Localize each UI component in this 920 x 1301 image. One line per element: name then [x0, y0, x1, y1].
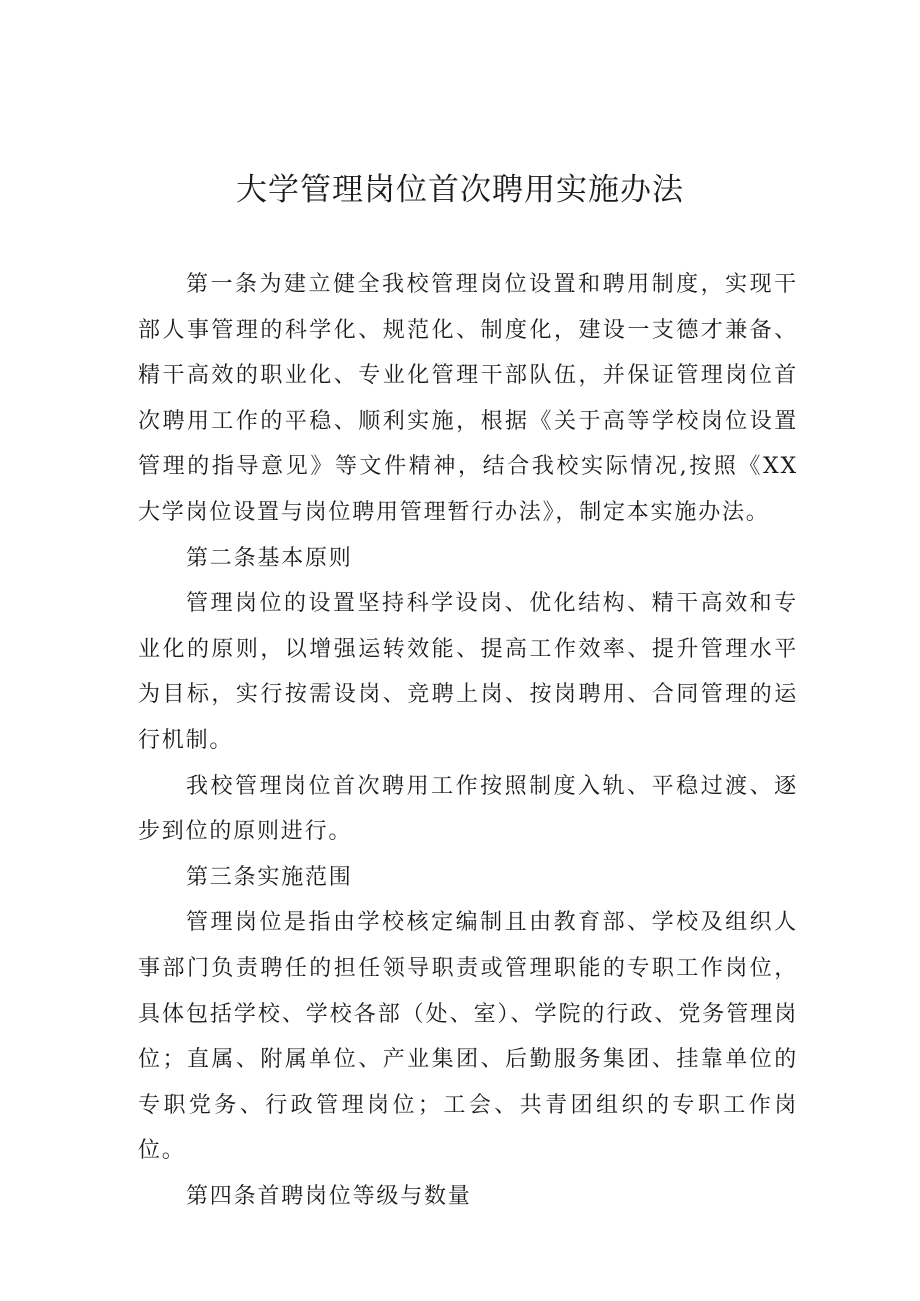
document-body: [138, 262, 798, 1219]
article-3-heading: 第三条实施范围: [186, 864, 353, 890]
article-4-heading: 第四条首聘岗位等级与数量: [186, 1183, 472, 1209]
article-1-paragraph: 第一条为建立健全我校管理岗位设置和聘用制度，实现干部人事管理的科学化、规范化、制度化，建设一支德才兼备、精干高效的职业化、专业化管理干部队伍，并保证管理岗位首次聘用工作的平稳、顺利实施，根据《关于高等学校岗位设置管理的指导意见》等文件精神，结合我校实际情况,按照《XX大学岗位设置与岗位聘用管理暂行办法》，制定本实施办法。: [138, 272, 798, 525]
article-2-heading: 第二条基本原则: [186, 545, 353, 571]
article-2-paragraph-1: 管理岗位的设置坚持科学设岗、优化结构、精干高效和专业化的原则，以增强运转效能、提高工作效率、提升管理水平为目标，实行按需设岗、竞聘上岗、按岗聘用、合同管理的运行机制。: [138, 591, 798, 753]
article-3-paragraph: 管理岗位是指由学校核定编制且由教育部、学校及组织人事部门负责聘任的担任领导职责或管理职能的专职工作岗位，具体包括学校、学校各部（处、室）、学院的行政、党务管理岗位；直属、附属单位、产业集团、后勤服务集团、挂靠单位的专职党务、行政管理岗位；工会、共青团组织的专职工作岗位。: [138, 910, 798, 1164]
article-2-paragraph-2: 我校管理岗位首次聘用工作按照制度入轨、平稳过渡、逐步到位的原则进行。: [138, 773, 798, 845]
document-title: 大学管理岗位首次聘用实施办法: [236, 172, 684, 208]
